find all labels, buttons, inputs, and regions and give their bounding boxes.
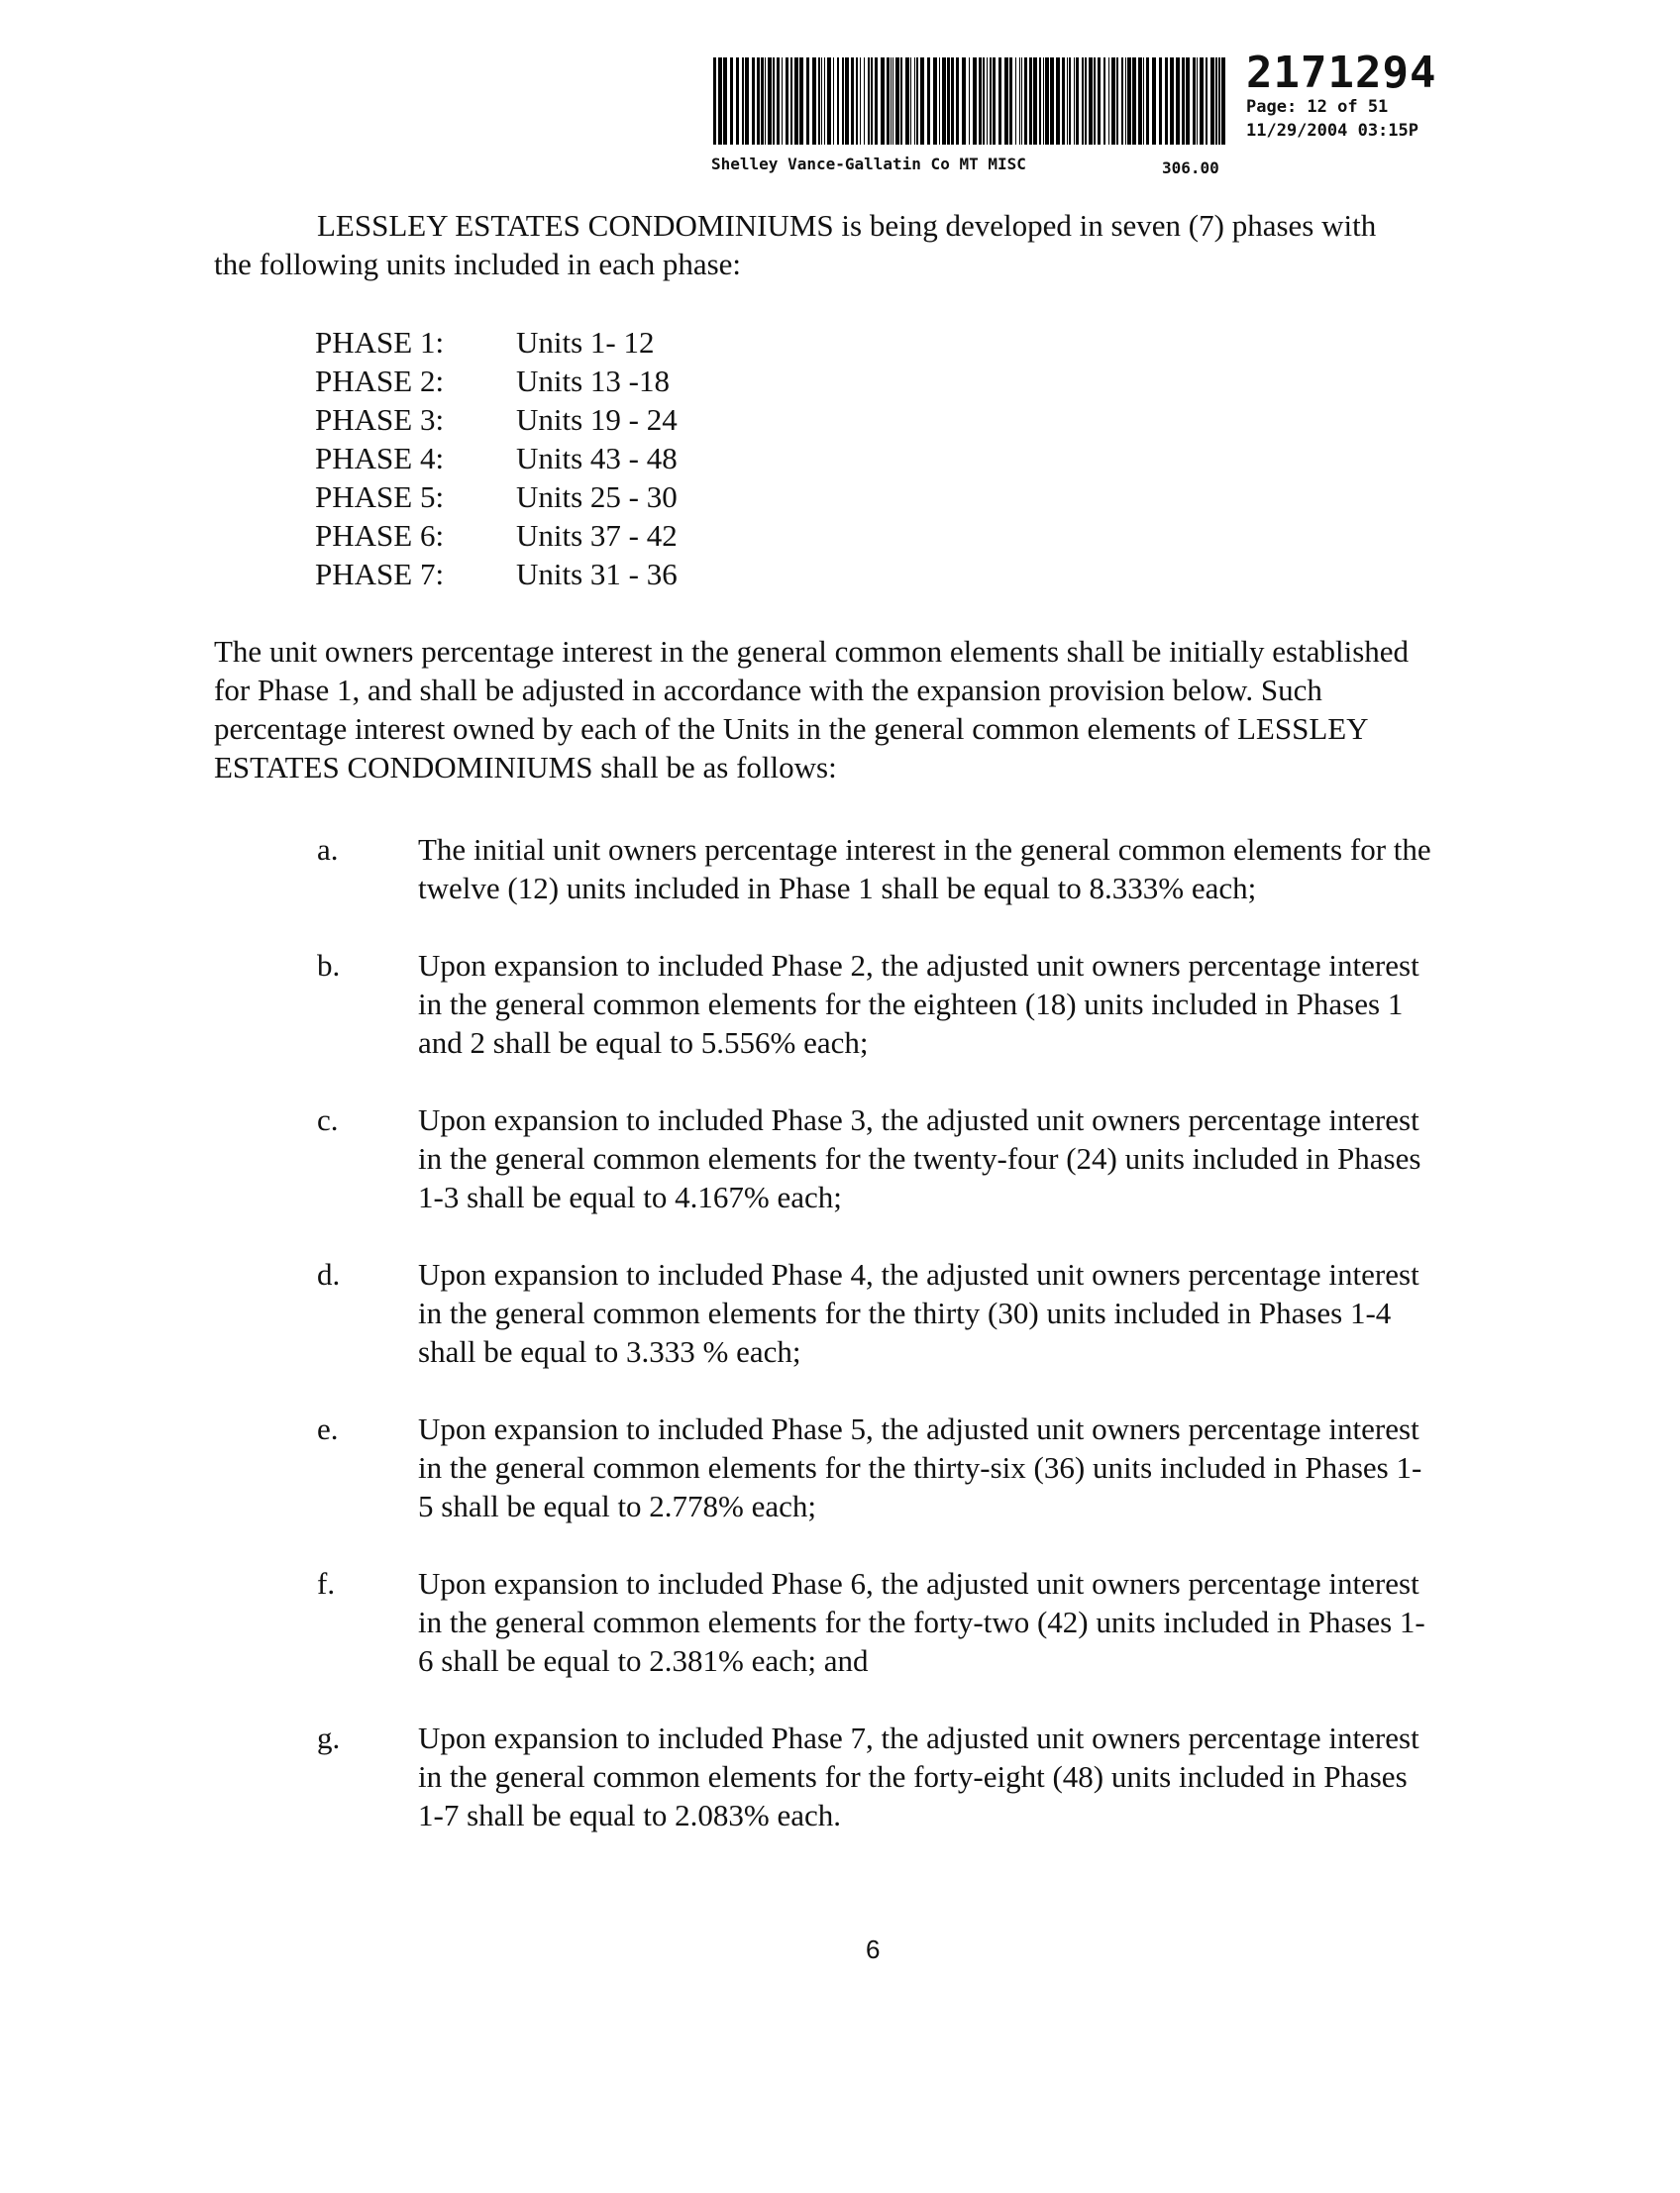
barcode-bar <box>881 57 885 145</box>
barcode-bar <box>786 57 788 145</box>
barcode-bar <box>1024 57 1027 145</box>
phase-row <box>315 323 678 362</box>
barcode-bar <box>1152 57 1156 145</box>
phase-units: Units 43 - 48 <box>516 441 678 475</box>
barcode-bar <box>1108 57 1109 145</box>
barcode-bar <box>887 57 890 145</box>
barcode-bar <box>1033 57 1037 145</box>
barcode-bar <box>1019 57 1020 145</box>
barcode-bar <box>1043 57 1044 145</box>
barcode-bar <box>1029 57 1032 145</box>
barcode-bar <box>1210 57 1214 145</box>
phase-label: PHASE 5: <box>315 479 445 514</box>
barcode-bar <box>900 57 902 145</box>
barcode-bar <box>1159 57 1162 145</box>
barcode-bar <box>1085 57 1087 145</box>
barcode-bar <box>1143 57 1144 145</box>
barcode-bar <box>821 57 822 145</box>
barcode-bar <box>1165 57 1168 145</box>
barcode-bar <box>1206 57 1208 145</box>
item-line: in the general common elements for the thirty (30) units included in Phases 1-4 <box>418 1296 1392 1330</box>
phase-row <box>315 362 678 400</box>
page-number: 6 <box>866 1934 881 1964</box>
barcode-bar <box>1132 57 1136 145</box>
item-body <box>418 946 1419 1062</box>
item-letter: b. <box>317 948 341 983</box>
barcode-bar <box>998 57 1001 145</box>
barcode-bar <box>1146 57 1149 145</box>
barcode-bar <box>1218 57 1220 145</box>
barcode-bar <box>947 57 950 145</box>
phase-units: Units 1- 12 <box>516 325 655 360</box>
barcode-bar <box>782 57 783 145</box>
phase-label: PHASE 3: <box>315 402 445 437</box>
barcode-bar <box>860 57 861 145</box>
barcode-bar <box>1182 57 1185 145</box>
barcode-bar <box>742 57 744 145</box>
item-line: in the general common elements for the forty-two (42) units included in Phases 1- <box>418 1605 1425 1639</box>
barcode-bar <box>845 57 849 145</box>
barcode-bar <box>962 57 966 145</box>
barcode-bar <box>1197 57 1198 145</box>
barcode-bar <box>799 57 803 145</box>
barcode-bar <box>916 57 918 145</box>
item-line: Upon expansion to included Phase 6, the adjusted unit owners percentage interest <box>418 1566 1419 1601</box>
barcode-bar <box>713 57 716 145</box>
item-letter: c. <box>317 1102 339 1137</box>
barcode-bar <box>794 57 798 145</box>
item-body <box>418 1100 1420 1216</box>
barcode-bar <box>905 57 909 145</box>
barcode-bar <box>864 57 865 145</box>
barcode-bar <box>1111 57 1115 145</box>
barcode-bar <box>983 57 985 145</box>
item-line: The initial unit owners percentage interest in the general common elements for the <box>418 832 1431 867</box>
barcode-bar <box>856 57 858 145</box>
barcode-bar <box>892 57 893 145</box>
item-line: Upon expansion to included Phase 2, the adjusted unit owners percentage interest <box>418 948 1419 983</box>
barcode-bar <box>1121 57 1123 145</box>
barcode <box>711 57 1226 145</box>
paragraph-line: ESTATES CONDOMINIUMS shall be as follows: <box>214 750 837 784</box>
barcode-bar <box>969 57 970 145</box>
barcode-bar <box>736 57 739 145</box>
item-line: twelve (12) units included in Phase 1 shall be equal to 8.333% each; <box>418 871 1257 905</box>
barcode-bar <box>1039 57 1041 145</box>
barcode-bar <box>1215 57 1217 145</box>
barcode-bar <box>851 57 854 145</box>
barcode-bar <box>979 57 982 145</box>
page-of-label: Page: 12 of 51 <box>1246 97 1389 117</box>
intro-line-1: LESSLEY ESTATES CONDOMINIUMS is being developed in seven (7) phases with <box>317 208 1377 243</box>
item-letter: g. <box>317 1721 341 1755</box>
barcode-bar <box>914 57 915 145</box>
recording-stamp <box>711 48 1464 186</box>
barcode-bar <box>973 57 977 145</box>
barcode-bar <box>891 57 892 145</box>
barcode-bar <box>1221 57 1225 145</box>
percentage-interest-paragraph <box>214 632 1409 786</box>
barcode-bar <box>1186 57 1190 145</box>
barcode-bar <box>1056 57 1060 145</box>
phase-units: Units 25 - 30 <box>516 479 678 514</box>
item-letter: f. <box>317 1566 336 1601</box>
barcode-bar <box>987 57 988 145</box>
barcode-bar <box>1062 57 1065 145</box>
item-letter: a. <box>317 832 339 867</box>
item-line: Upon expansion to included Phase 4, the adjusted unit owners percentage interest <box>418 1257 1419 1292</box>
barcode-bar <box>837 57 839 145</box>
barcode-bar <box>1004 57 1008 145</box>
phase-list <box>315 323 678 593</box>
barcode-bar <box>723 57 727 145</box>
recording-fee: 306.00 <box>1162 158 1219 177</box>
barcode-bar <box>827 57 831 145</box>
item-letter: e. <box>317 1411 339 1446</box>
barcode-bar <box>818 57 820 145</box>
item-line: 5 shall be equal to 2.778% each; <box>418 1489 817 1523</box>
item-body <box>418 1410 1421 1525</box>
barcode-bar <box>761 57 764 145</box>
item-body <box>418 830 1431 907</box>
paragraph-line: for Phase 1, and shall be adjusted in accordance with the expansion provision below. Such <box>214 673 1322 707</box>
paragraph-line: percentage interest owned by each of the Units in the general common elements of LESSLEY <box>214 711 1369 746</box>
recorder-label: Shelley Vance-Gallatin Co MT MISC <box>711 155 1026 173</box>
item-line: in the general common elements for the twenty-four (24) units included in Phases <box>418 1141 1421 1176</box>
barcode-bar <box>920 57 924 145</box>
phase-label: PHASE 1: <box>315 325 445 360</box>
item-line: in the general common elements for the forty-eight (48) units included in Phases <box>418 1759 1408 1794</box>
item-body <box>418 1255 1419 1371</box>
phase-row <box>315 516 678 555</box>
barcode-bar <box>842 57 844 145</box>
barcode-bar <box>875 57 878 145</box>
item-line: 1-7 shall be equal to 2.083% each. <box>418 1798 841 1832</box>
item-body <box>418 1719 1419 1834</box>
phase-row <box>315 477 678 516</box>
item-line: Upon expansion to included Phase 5, the adjusted unit owners percentage interest <box>418 1411 1419 1446</box>
barcode-bar <box>833 57 834 145</box>
barcode-bar <box>933 57 937 145</box>
barcode-bar <box>1200 57 1204 145</box>
barcode-bar <box>1103 57 1105 145</box>
item-line: Upon expansion to included Phase 7, the adjusted unit owners percentage interest <box>418 1721 1419 1755</box>
recorded-datetime: 11/29/2004 03:15P <box>1246 121 1418 141</box>
barcode-bar <box>1069 57 1071 145</box>
barcode-bar <box>1176 57 1180 145</box>
barcode-bar <box>745 57 749 145</box>
intro-line-2: the following units included in each phase: <box>214 247 742 281</box>
barcode-bar <box>951 57 954 145</box>
phase-units: Units 13 -18 <box>516 364 670 398</box>
barcode-bar <box>1170 57 1174 145</box>
barcode-bar <box>1045 57 1049 145</box>
barcode-bar <box>993 57 996 145</box>
barcode-bar <box>1125 57 1126 145</box>
barcode-bar <box>752 57 755 145</box>
barcode-bar <box>1067 57 1068 145</box>
barcode-bar <box>927 57 930 145</box>
barcode-bar <box>1074 57 1075 145</box>
phase-label: PHASE 7: <box>315 557 445 591</box>
paragraph-line: The unit owners percentage interest in the general common elements shall be initially established <box>214 634 1410 669</box>
item-line: 1-3 shall be equal to 4.167% each; <box>418 1180 842 1214</box>
barcode-bar <box>910 57 911 145</box>
barcode-bar <box>1138 57 1142 145</box>
barcode-bar <box>1050 57 1054 145</box>
barcode-bar <box>1015 57 1016 145</box>
phase-row <box>315 439 678 477</box>
barcode-bar <box>768 57 772 145</box>
barcode-bar <box>718 57 722 145</box>
barcode-bar <box>812 57 816 145</box>
barcode-bar <box>757 57 760 145</box>
barcode-bar <box>790 57 792 145</box>
item-line: Upon expansion to included Phase 3, the adjusted unit owners percentage interest <box>418 1102 1419 1137</box>
barcode-bar <box>1098 57 1101 145</box>
barcode-bar <box>777 57 780 145</box>
barcode-bar <box>956 57 959 145</box>
barcode-bar <box>868 57 870 145</box>
barcode-bar <box>1116 57 1118 145</box>
barcode-bar <box>1082 57 1084 145</box>
barcode-bar <box>942 57 946 145</box>
phase-label: PHASE 4: <box>315 441 445 475</box>
phase-units: Units 19 - 24 <box>516 402 678 437</box>
item-body <box>418 1564 1425 1680</box>
barcode-bar <box>1076 57 1079 145</box>
barcode-bar <box>871 57 873 145</box>
phase-label: PHASE 6: <box>315 518 445 553</box>
item-line: in the general common elements for the eighteen (18) units included in Phases 1 <box>418 987 1404 1021</box>
barcode-bar <box>1094 57 1096 145</box>
barcode-bar <box>765 57 766 145</box>
barcode-bar <box>1127 57 1131 145</box>
phase-units: Units 37 - 42 <box>516 518 678 553</box>
document-number: 2171294 <box>1246 48 1437 98</box>
barcode-bar <box>730 57 733 145</box>
phase-label: PHASE 2: <box>315 364 445 398</box>
phase-units: Units 31 - 36 <box>516 557 678 591</box>
barcode-bar <box>1009 57 1012 145</box>
barcode-bar <box>1021 57 1022 145</box>
phase-row <box>315 555 678 593</box>
barcode-bar <box>1193 57 1196 145</box>
barcode-bar <box>773 57 775 145</box>
barcode-bar <box>990 57 992 145</box>
phase-row <box>315 400 678 439</box>
item-line: shall be equal to 3.333 % each; <box>418 1334 801 1369</box>
barcode-bar <box>939 57 940 145</box>
barcode-bar <box>806 57 809 145</box>
barcode-bar <box>1089 57 1093 145</box>
barcode-bar <box>824 57 825 145</box>
item-line: in the general common elements for the thirty-six (36) units included in Phases 1- <box>418 1450 1422 1485</box>
barcode-bar <box>895 57 899 145</box>
item-line: 6 shall be equal to 2.381% each; and <box>418 1643 869 1678</box>
item-letter: d. <box>317 1257 341 1292</box>
item-line: and 2 shall be equal to 5.556% each; <box>418 1025 869 1060</box>
